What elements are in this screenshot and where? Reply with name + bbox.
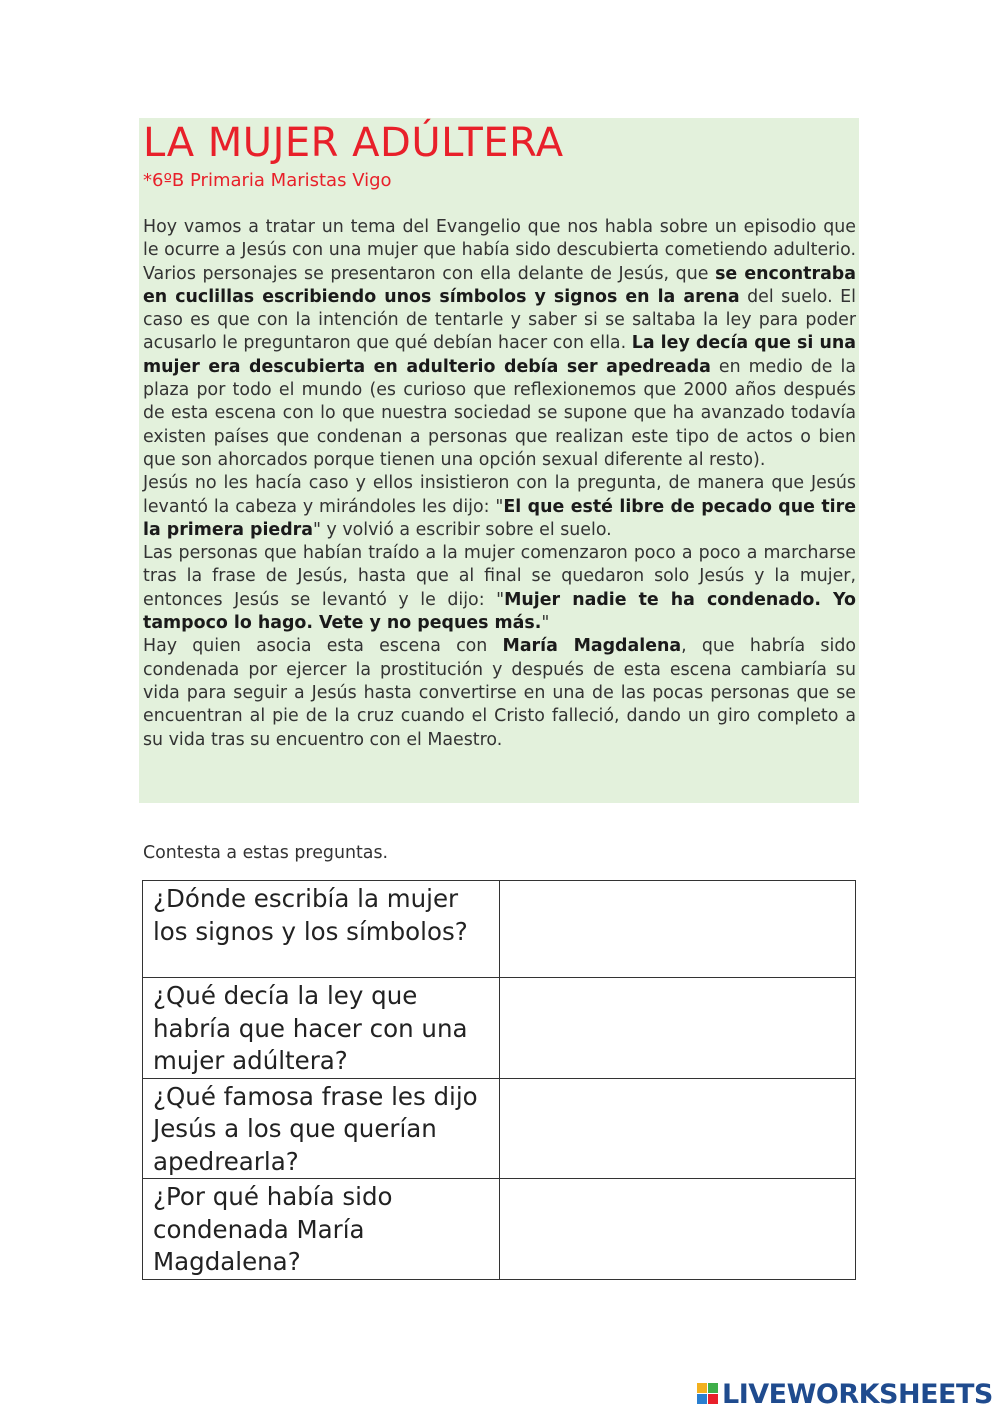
reading-paragraph: [143, 542, 856, 635]
page-subtitle: *6ºB Primaria Maristas Vigo: [143, 170, 392, 191]
question-text: ¿Qué decía la ley que habría que hacer con una mujer adúltera?: [143, 978, 500, 1079]
text-run: " y volvió a escribir sobre el suelo.: [312, 519, 612, 540]
question-row: [143, 1179, 856, 1280]
text-run: ": [541, 613, 550, 634]
bold-text: María Magdalena: [502, 636, 682, 657]
text-run: Jesús no les hacía caso y ellos insistieron con la pregunta, de manera que Jesús levantó la cabeza y mirándoles les dijo: ": [143, 473, 856, 517]
page-title: LA MUJER ADÚLTERA: [143, 120, 564, 166]
bold-text: El que esté libre de pecado que tire la primera piedra: [143, 496, 856, 540]
question-text: ¿Por qué había sido condenada María Magdalena?: [143, 1179, 500, 1280]
question-row: [143, 978, 856, 1079]
text-run: Hoy vamos a tratar un tema del Evangelio que nos habla sobre un episodio que le ocurre a Jesús con una mujer que había sido descubierta cometiendo adulterio. Varios personajes se presentaron con ella delante de Jesús, que: [143, 217, 856, 284]
liveworksheets-logo-icon: [697, 1383, 719, 1405]
text-run: del suelo. El caso es que con la intención de tentarle y saber si se saltaba la ley para poder acusarlo le preguntaron que qué debían hacer con ella.: [143, 286, 856, 354]
liveworksheets-logo-text: LIVEWORKSHEETS: [722, 1378, 993, 1410]
questions-table: [142, 880, 856, 1280]
text-run: en medio de la plaza por todo el mundo (es curioso que reflexionemos que 2000 años después de esta escena con lo que nuestra sociedad se supone que ha avanzado todavía existen países que condenan a personas que realizan este tipo de actos o bien que son ahorcados porque tienen una opción sexual diferente al resto).: [143, 356, 856, 470]
question-text: ¿Dónde escribía la mujer los signos y los símbolos?: [143, 881, 500, 978]
question-row: [143, 1078, 856, 1179]
liveworksheets-logo: [697, 1378, 993, 1410]
reading-paragraph: [143, 635, 856, 751]
bold-text: La ley decía que si una mujer era descubierta en adulterio debía ser apedreada: [143, 333, 856, 377]
text-run: Hay quien asocia esta escena con: [143, 636, 503, 657]
answer-field[interactable]: [499, 978, 855, 1079]
bold-text: Mujer nadie te ha condenado. Yo tampoco lo hago. Vete y no peques más.: [143, 589, 857, 634]
text-run: Las personas que habían traído a la mujer comenzaron poco a poco a marcharse tras la frase de Jesús, hasta que al final se quedaron solo Jesús y la mujer, entonces Jesús se levantó y le dijo: ": [143, 543, 856, 610]
reading-paragraph: [143, 472, 856, 542]
question-text: ¿Qué famosa frase les dijo Jesús a los que querían apedrearla?: [143, 1078, 500, 1179]
answer-field[interactable]: [499, 1078, 855, 1179]
answer-field[interactable]: [499, 1179, 855, 1280]
reading-paragraph: [143, 216, 856, 472]
reading-text: [143, 216, 856, 752]
question-row: [143, 881, 856, 978]
answer-field[interactable]: [499, 881, 855, 978]
questions-prompt: Contesta a estas preguntas.: [143, 843, 389, 863]
bold-text: se encontraba en cuclillas escribiendo unos símbolos y signos en la arena: [143, 263, 856, 307]
text-run: , que habría sido condenada por ejercer la prostitución y después de esta escena cambiaría su vida para seguir a Jesús hasta convertirse en una de las pocas personas que se encuentran al pie de la cruz cuando el Cristo falleció, dando un giro completo a su vida tras su encuentro con el Maestro.: [143, 636, 856, 750]
